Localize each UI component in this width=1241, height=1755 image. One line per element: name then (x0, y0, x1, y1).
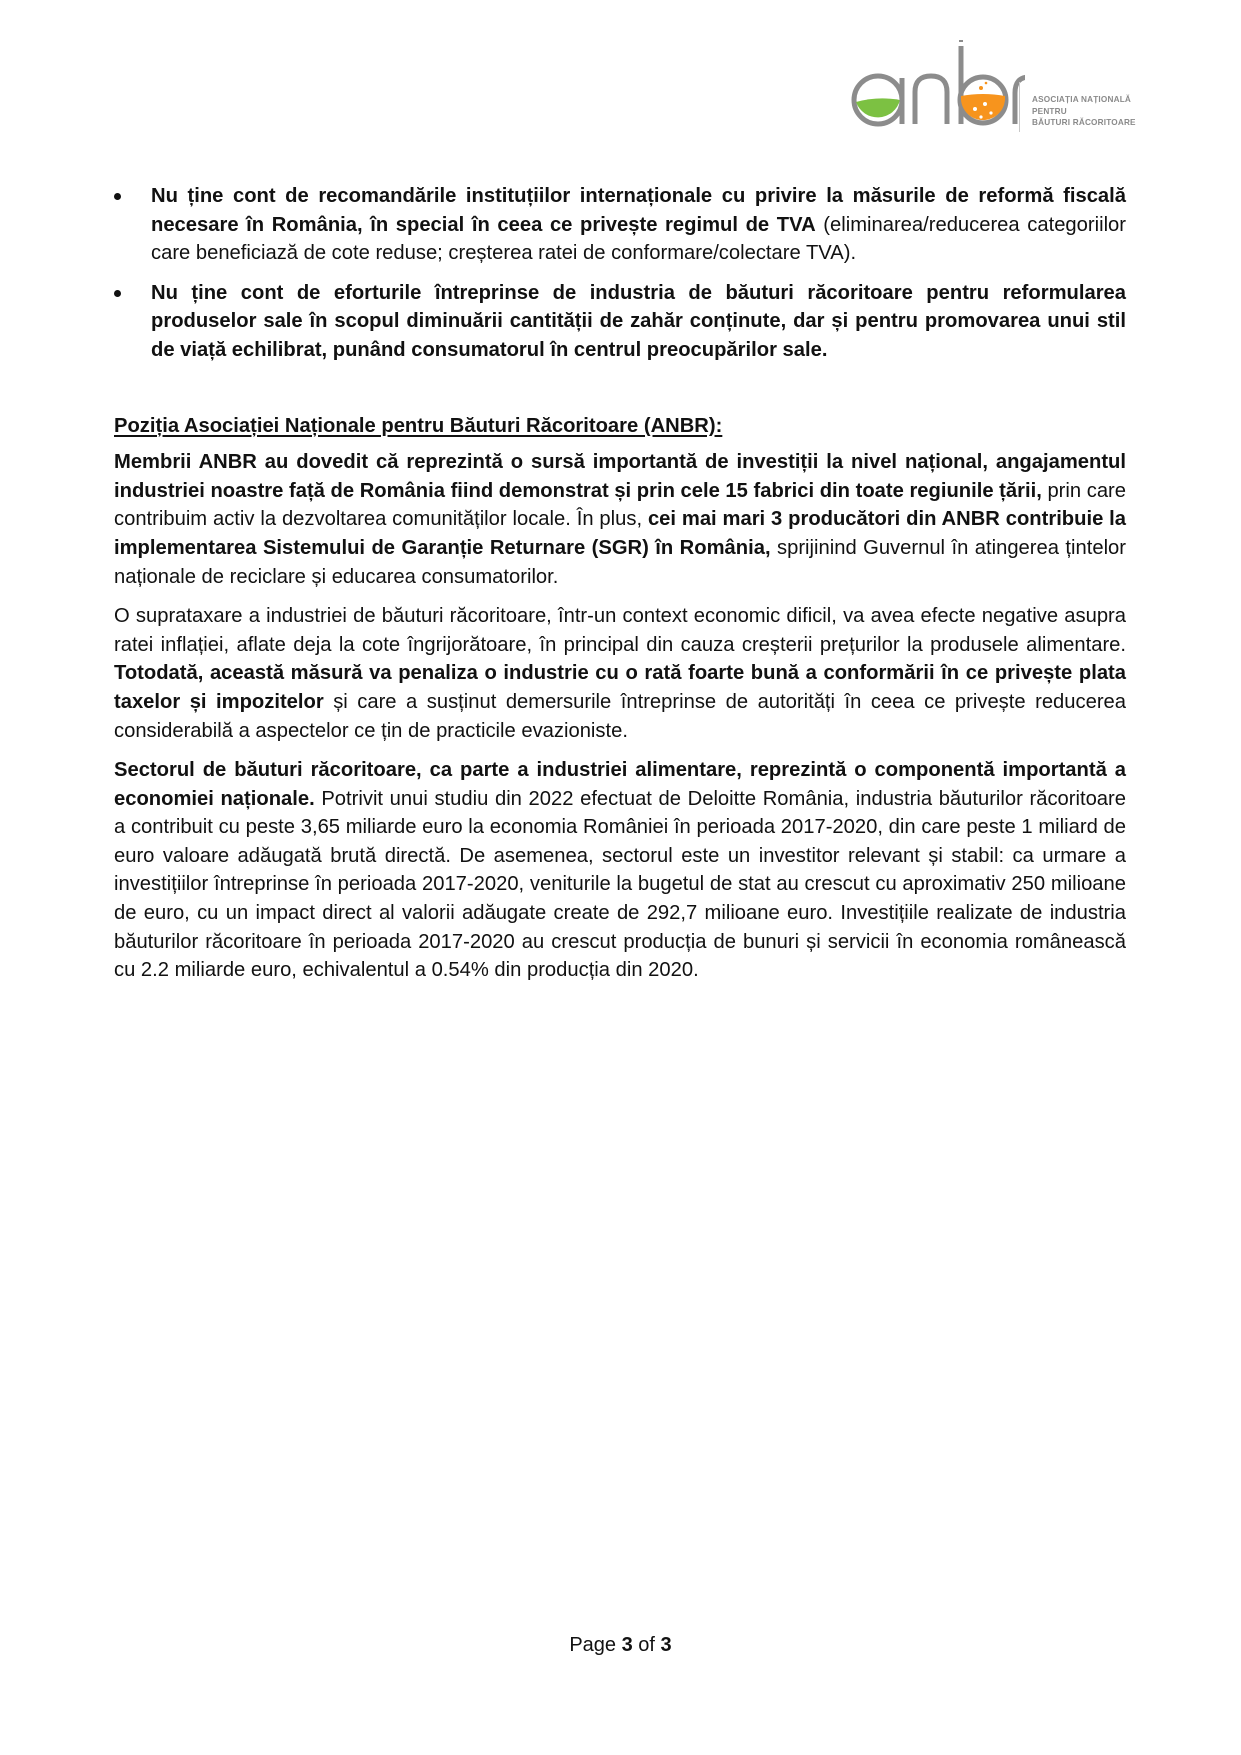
bullet-item (114, 182, 1126, 268)
page-footer (0, 1634, 1241, 1657)
bullet-list (114, 182, 1126, 365)
current-page-number: 3 (621, 1634, 633, 1656)
bullet-bold-text: Nu ține cont de recomandările instituțiilor internaționale cu privire la măsurile de reformă fiscală necesare în România, în special în ceea ce privește regimul de TVA (151, 185, 1126, 236)
paragraph-text: prin care contribuim activ la dezvoltarea comunităților locale. În plus, (114, 479, 1126, 531)
logo-tagline-line: ASOCIAȚIA NAȚIONALĂ (1032, 95, 1132, 104)
paragraph-bold-text: Membrii ANBR au dovedit că reprezintă o sursă importantă de investiții la nivel național, angajamentul industriei noastre față de România fiind demonstrat și prin cele 15 fabrici din toate regiunile țării, (114, 451, 1126, 502)
of-label: of (632, 1634, 661, 1656)
paragraph-bold-text: Totodată, această măsură va penaliza o industrie cu o rată foarte bună a conformării în ce privește plata taxelor și impozitelor (114, 662, 1126, 713)
paragraph-sector-economy (114, 756, 1126, 985)
paragraph-bold-text: cei mai mari 3 producători din ANBR contribuie la implementarea Sistemului de Garanție Returnare (SGR) în România, (114, 508, 1127, 559)
page-label: Page (569, 1634, 622, 1656)
total-pages-number: 3 (660, 1634, 672, 1656)
logo-tagline-line: PENTRU (1032, 106, 1067, 116)
bullet-item (114, 279, 1126, 365)
paragraph-text: Potrivit unui studiu din 2022 efectuat de Deloitte România, industria băuturilor răcoritoare a contribuit cu peste 3,65 miliarde euro la economia României în perioada 2017-2020, din care peste 1 miliard de euro valoare adăugată brută directă. De asemenea, sectorul este un investitor relevant și stabil: ca urmare a investițiilor întreprinse în perioada 2017-2020, veniturile la bugetul de stat au crescut cu aproximativ 250 milioane de euro, cu un impact direct al valorii adăugate create de 292,7 milioane euro. Investițiile realizate de industria băuturilor răcoritoare în perioada 2017-2020 au crescut producția de bunuri și servicii în economia românească cu 2.2 miliarde euro, echivalentul a 0.54% din producția din 2020. (114, 787, 1126, 982)
bullet-dot-icon (114, 193, 121, 200)
logo-tagline-line: BĂUTURI RĂCORITOARE (1032, 118, 1136, 127)
paragraph-text: și care a susținut demersurile întreprinse de autorități în ceea ce privește reducerea considerabilă a aspectelor ce țin de practicile evazioniste. (114, 690, 1126, 742)
paragraph-anbr-members (114, 448, 1126, 591)
paragraph-text: O suprataxare a industriei de băuturi răcoritoare, într-un context economic dificil, va avea efecte negative asupra ratei inflației, aflate deja la cote îngrijorătoare, în principal din cauza creșterii prețurilor la produsele alimentare. (114, 605, 1126, 656)
bullet-dot-icon (114, 290, 121, 297)
document-body (114, 182, 1126, 985)
anbr-logo-icon (845, 38, 1025, 138)
bullet-normal-text: (eliminarea/reducerea categoriilor care beneficiază de cote reduse; creșterea ratei de conformare/colectare TVA). (151, 213, 1126, 265)
logo-tagline (1032, 94, 1136, 129)
paragraph-text: sprijinind Guvernul în atingerea țintelor naționale de reciclare și educarea consumatorilor. (114, 536, 1127, 588)
paragraph-overtaxation (114, 602, 1126, 745)
bullet-bold-text: Nu ține cont de eforturile întreprinse de industria de băuturi răcoritoare pentru reformularea produselor sale în scopul diminuării cantității de zahăr conținute, dar și pentru promovarea unui stil de viață echilibrat, punând consumatorul în centrul preocupărilor sale. (151, 281, 1126, 361)
paragraph-bold-text: Sectorul de băuturi răcoritoare, ca parte a industriei alimentare, reprezintă o componentă importantă a economiei naționale. (114, 759, 1126, 810)
logo-divider (1019, 82, 1020, 132)
section-heading: Poziția Asociației Naționale pentru Băuturi Răcoritoare (ANBR): (114, 414, 723, 437)
